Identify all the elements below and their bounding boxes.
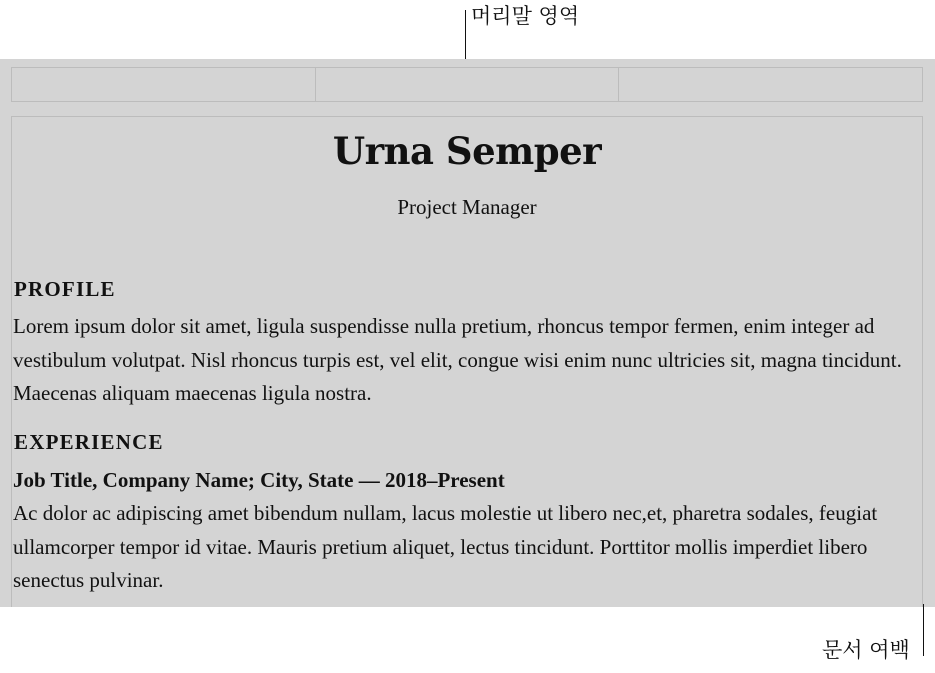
header-cell-center[interactable] [316, 68, 620, 101]
experience-heading: EXPERIENCE [14, 430, 164, 454]
header-area[interactable] [11, 67, 923, 102]
experience-job-line: Job Title, Company Name; City, State — 2018–Present [13, 468, 505, 492]
header-cell-left[interactable] [12, 68, 316, 101]
header-cell-right[interactable] [619, 68, 922, 101]
experience-text: Ac dolor ac adipiscing amet bibendum nullam, lacus molestie ut libero nec,et, pharetra sodales, feugiat ullamcorper tempor id vitae. Mauris pretium aliquet, lectus tincidunt. Porttitor mollis imperdiet libero senectus pulvinar. [13, 501, 878, 592]
profile-text: Lorem ipsum dolor sit amet, ligula suspendisse nulla pretium, rhoncus tempor fermen, enim integer ad vestibulum volutpat. Nisl rhoncus turpis est, vel elit, congue wisi enim nunc ultricies sit, magna tincidunt. Maecenas aliquam maecenas ligula nostra. [13, 314, 902, 405]
resume-role: Project Manager [397, 195, 537, 219]
document-margin-callout-label: 문서 여백 [822, 638, 910, 662]
document-page[interactable] [0, 59, 935, 607]
document-margin-callout-line [923, 604, 924, 656]
header-area-callout-line [465, 10, 466, 66]
resume-name: Urna Semper [332, 129, 602, 173]
header-area-callout-label: 머리말 영역 [471, 4, 580, 28]
document-body[interactable] [11, 116, 923, 607]
profile-heading: PROFILE [14, 277, 116, 301]
